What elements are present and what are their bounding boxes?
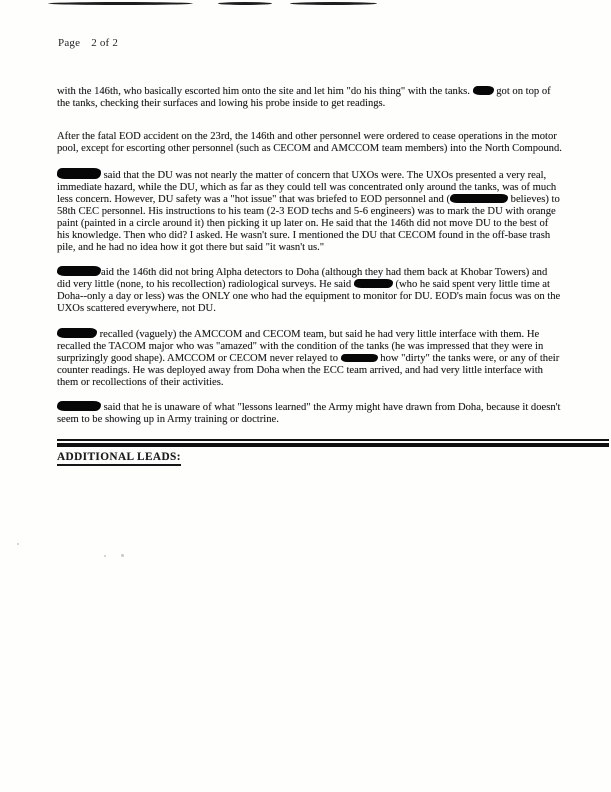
additional-leads-heading: ADDITIONAL LEADS: [57, 451, 181, 466]
redaction-bar [341, 354, 378, 362]
document-body [57, 86, 563, 466]
section-divider [57, 439, 609, 447]
paragraphs-container [57, 86, 563, 426]
paragraph: said that he is unaware of what "lessons learned" the Army might have drawn from Doha, because it doesn't seem to be showing up in Army training or doctrine. [57, 402, 561, 425]
redaction-bar [57, 328, 97, 338]
paragraph: aid the 146th did not bring Alpha detectors to Doha (although they had them back at Khobar Towers) and did very little (none, to his recollection) radiological surveys. He said (who he said spent very little time at Doha--only a day or less) was the ONLY one who had the equipment to monitor for DU. EOD's main focus was on the UXOs scattered everywhere, not DU. [57, 267, 561, 314]
scan-streak-artifact [290, 2, 377, 5]
scan-speck-artifact [121, 554, 124, 557]
redaction-bar [57, 401, 101, 411]
redaction-bar [57, 168, 101, 179]
page-number [58, 37, 118, 49]
scan-streak-artifact [218, 2, 272, 5]
redaction-bar [450, 194, 508, 203]
divider-line-thick [57, 443, 609, 447]
page-number-label: Page [58, 37, 81, 49]
paragraph: recalled (vaguely) the AMCCOM and CECOM team, but said he had very little interface with them. He recalled the TACOM major who was "amazed" with the condition of the tanks (he was impressed that they were in surprizingly good shape). AMCCOM or CECOM never relayed to how "dirty" the tanks were, or any of their counter readings. He was deployed away from Doha when the ECC team arrived, and had very little interface with them or recollections of their activities. [57, 328, 560, 388]
redaction-bar [354, 279, 393, 288]
scan-speck-artifact [104, 555, 106, 557]
paragraph: After the fatal EOD accident on the 23rd, the 146th and other personnel were ordered to cease operations in the motor pool, except for escorting other personnel (such as CECOM and AMCCOM team members) into the North Compound. [57, 131, 562, 154]
scan-streak-artifact [48, 2, 193, 5]
scan-speck-artifact [17, 543, 19, 545]
redaction-bar [473, 86, 494, 95]
page-number-value: 2 of 2 [91, 37, 119, 49]
redaction-bar [57, 266, 101, 276]
paragraph: with the 146th, who basically escorted him onto the site and let him "do his thing" with the tanks. got on top of the tanks, checking their surfaces and lowing his probe inside to get readings. [57, 86, 551, 109]
paragraph: said that the DU was not nearly the matter of concern that UXOs were. The UXOs presented a very real, immediate hazard, while the DU, which as far as they could tell was concentrated only around the tanks, was of much less concern. However, DU safety was a "hot issue" that was briefed to EOD personnel and ( believes) to 58th CEC personnel. His instructions to his team (2-3 EOD techs and 5-6 engineers) was to mark the DU with orange paint (painted in a circle around it) then picking it up later on. He said that the 146th did not move DU to the best of his knowledge. Then who did? I asked. He wasn't sure. I mentioned the DU that CECOM found in the off-base trash pile, and he had no idea how it got there but said "it wasn't us." [57, 169, 560, 253]
divider-line-thin [57, 439, 609, 441]
